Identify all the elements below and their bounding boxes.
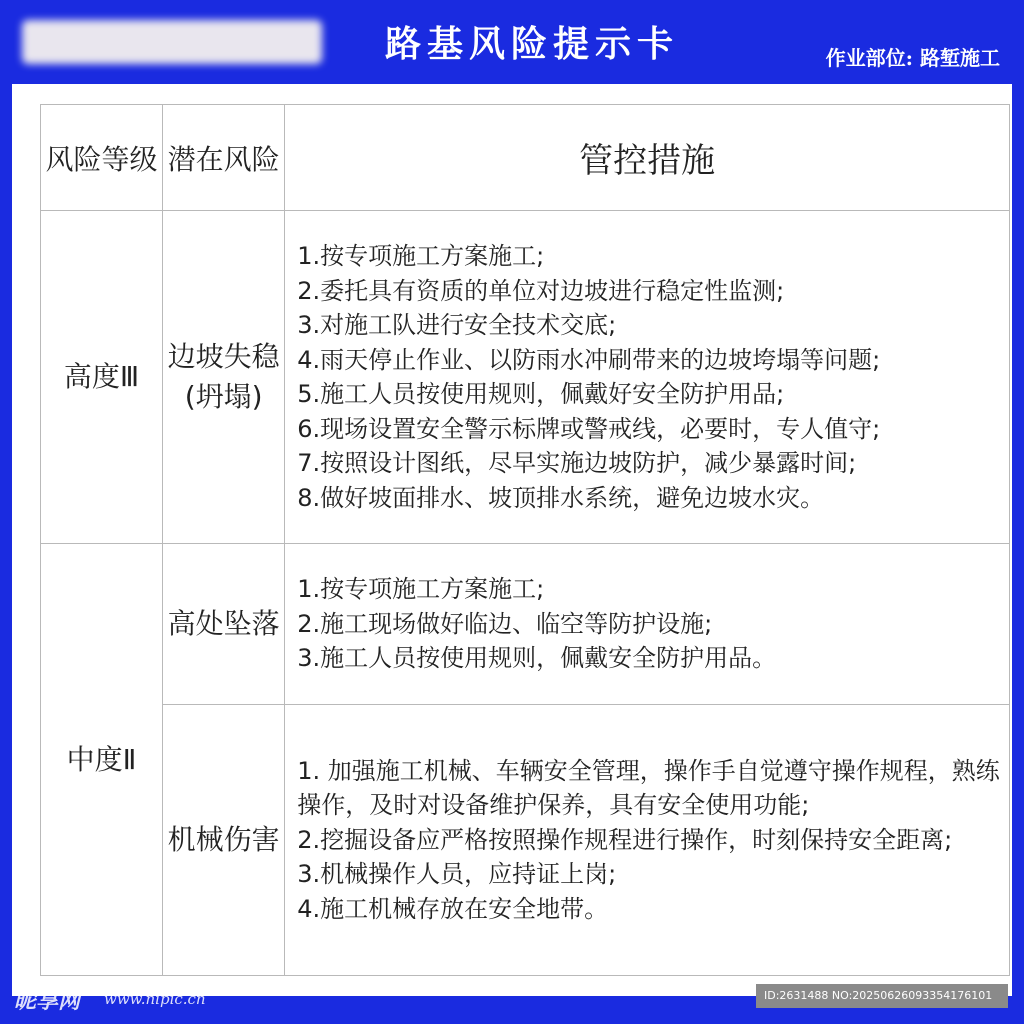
- watermark-logo: 昵享网: [14, 989, 81, 1014]
- measure-item: 2.委托具有资质的单位对边坡进行稳定性监测;: [297, 276, 785, 305]
- measure-item: 4.施工机械存放在安全地带。: [297, 894, 609, 923]
- measure-item: 5.施工人员按使用规则，佩戴好安全防护用品;: [297, 380, 785, 408]
- measure-item: 3.施工人员按使用规则，佩戴安全防护用品。: [297, 644, 777, 673]
- risk-table: [40, 104, 1010, 976]
- table-header-row: [41, 105, 1010, 211]
- risk-note: (坍塌): [184, 380, 263, 413]
- measure-item: 3.对施工队进行安全技术交底;: [297, 311, 617, 339]
- blurred-logo: [22, 20, 322, 64]
- image-id-label: ID:2631488 NO:20250626093354176101: [756, 984, 1008, 1008]
- header-potential-risk: 潜在风险: [163, 105, 285, 211]
- measures-mechanical-injury: [285, 705, 1010, 976]
- header-control-measures: 管控措施: [285, 105, 1010, 211]
- watermark-url: www.nipic.cn: [104, 990, 206, 1008]
- table-row: [41, 544, 1010, 705]
- risk-fall-from-height: 高处坠落: [163, 544, 285, 705]
- table-row: [41, 211, 1010, 544]
- measures-fall-from-height: [285, 544, 1010, 705]
- work-site-label: 作业部位: 路堑施工: [825, 46, 1000, 70]
- measure-item: 1.按专项施工方案施工;: [297, 575, 545, 604]
- table-row: [41, 705, 1010, 976]
- measure-item: 2.挖掘设备应严格按照操作规程进行操作，时刻保持安全距离;: [297, 825, 953, 854]
- measure-item: 1.按专项施工方案施工;: [297, 242, 545, 270]
- measure-item: 1. 加强施工机械、车辆安全管理，操作手自觉遵守操作规程，熟练操作，及时对设备维护保养，具有安全使用功能;: [297, 756, 1000, 820]
- header-bar: [0, 0, 1024, 84]
- measure-item: 8.做好坡面排水、坡顶排水系统，避免边坡水灾。: [297, 483, 825, 512]
- header-risk-level: 风险等级: [41, 105, 163, 211]
- measure-item: 6.现场设置安全警示标牌或警戒线，必要时，专人值守;: [297, 414, 881, 443]
- measure-item: 3.机械操作人员，应持证上岗;: [297, 860, 617, 889]
- risk-level-medium: 中度Ⅱ: [41, 544, 163, 976]
- measure-item: 4.雨天停止作业、以防雨水冲刷带来的边坡垮塌等问题;: [297, 345, 881, 374]
- risk-mechanical-injury: 机械伤害: [163, 705, 285, 976]
- measure-item: 2.施工现场做好临边、临空等防护设施;: [297, 609, 713, 638]
- risk-level-high: 高度Ⅲ: [41, 211, 163, 544]
- measures-slope-instability: [285, 211, 1010, 544]
- measure-item: 7.按照设计图纸，尽早实施边坡防护，减少暴露时间;: [297, 449, 857, 477]
- risk-name: 边坡失稳: [167, 340, 280, 373]
- risk-slope-instability: [163, 211, 285, 544]
- card-title: 路基风险提示卡: [385, 24, 680, 65]
